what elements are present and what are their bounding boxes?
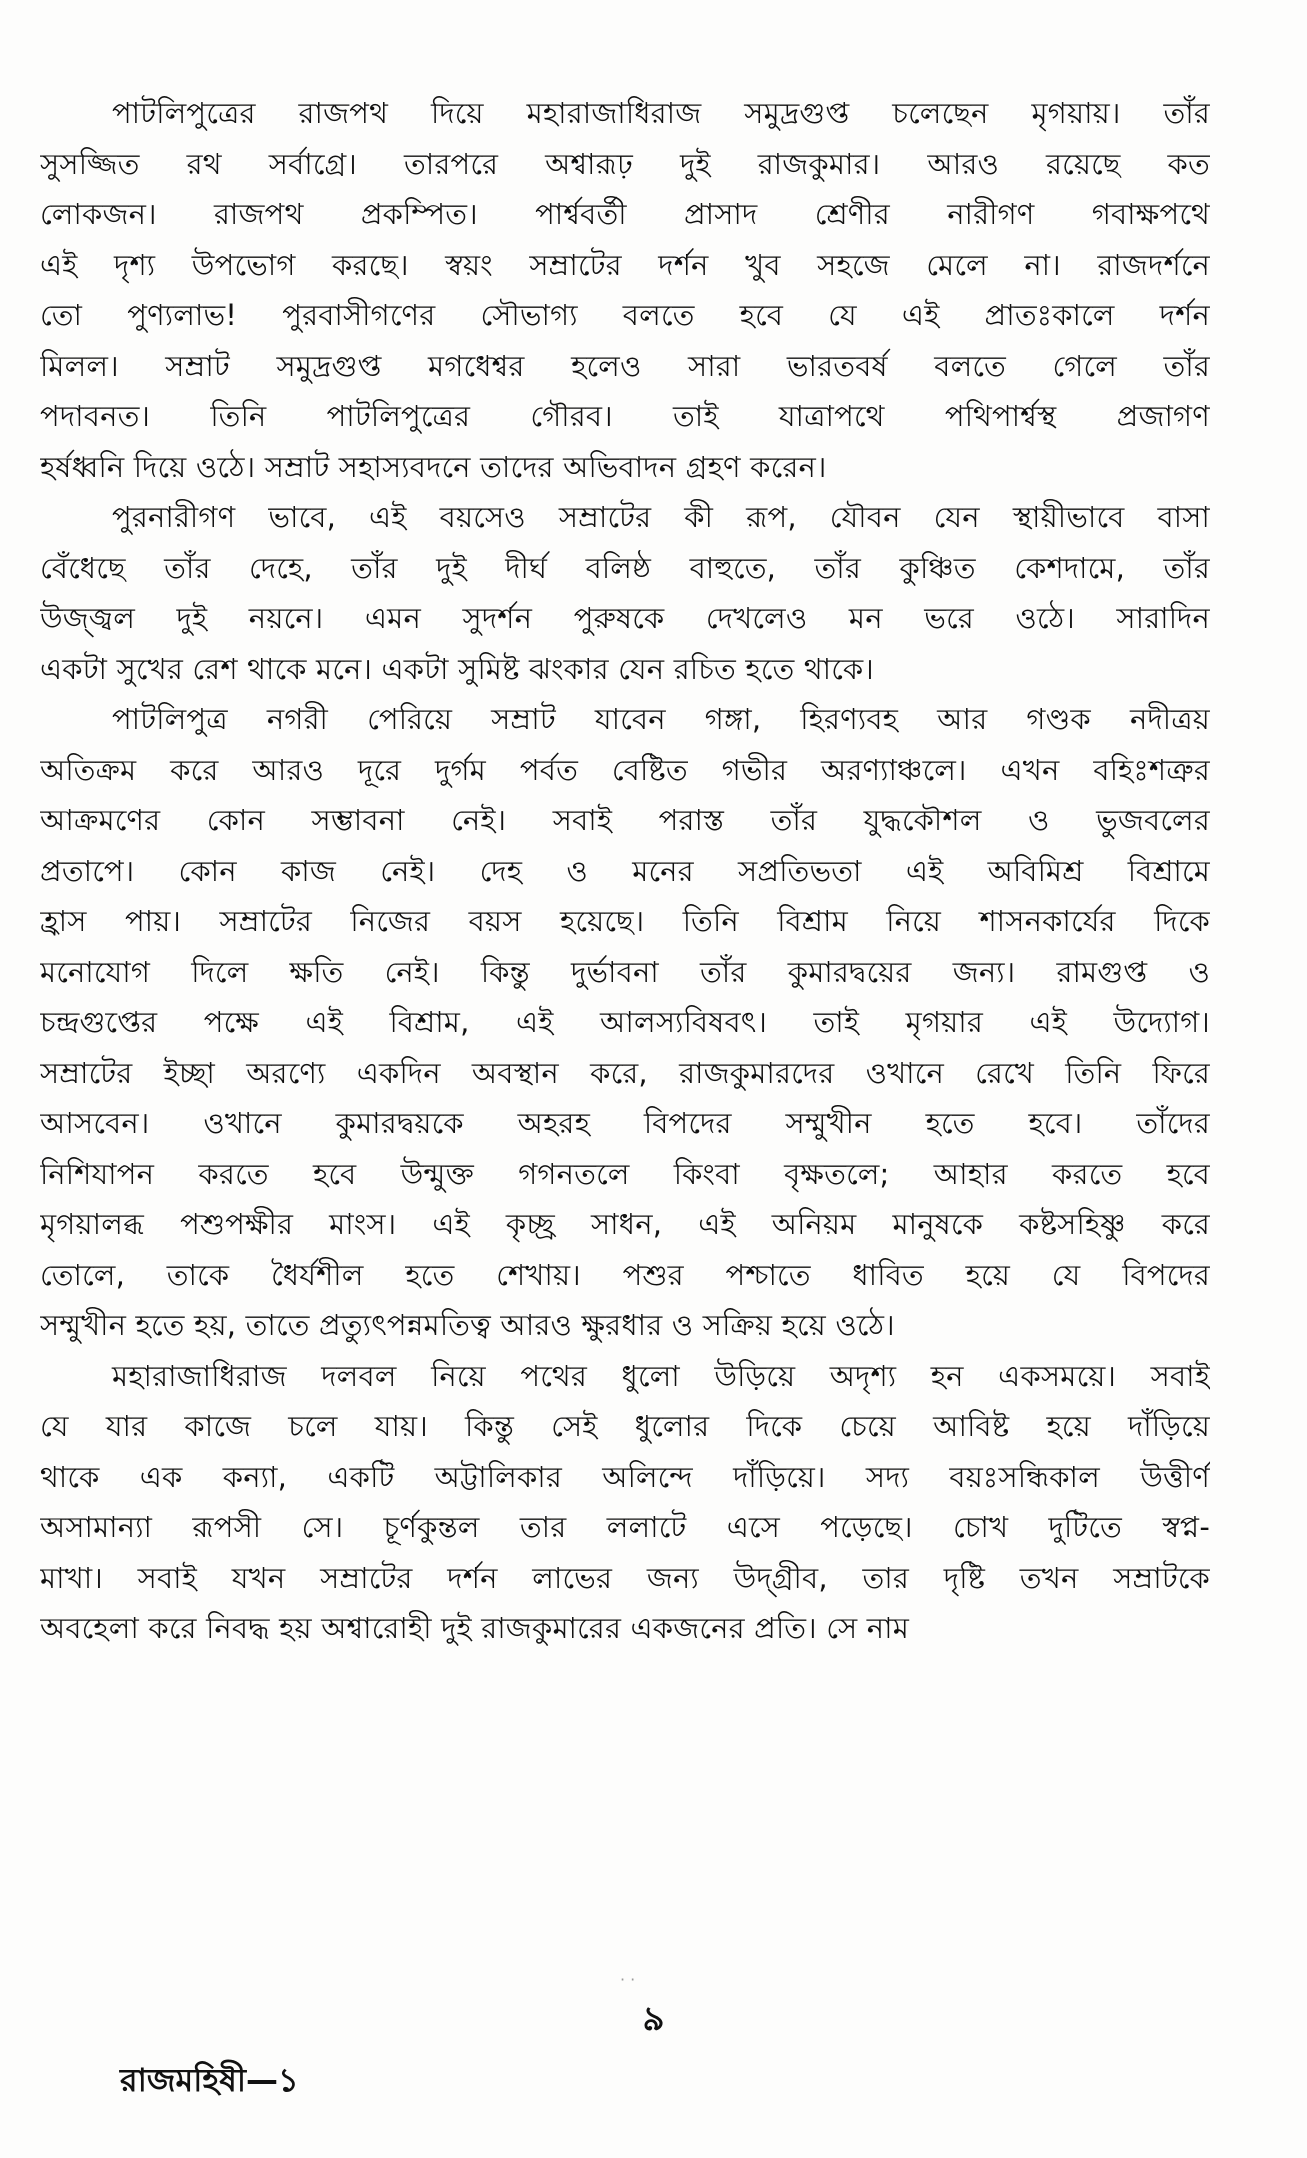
text-line: অতিক্রম করে আরও দূরে দুর্গম পর্বত বেষ্টিত গভীর অরণ্যাঞ্চলে। এখন বহিঃশত্রুর (40, 752, 1210, 787)
text-line: সম্রাটের ইচ্ছা অরণ্যে একদিন অবস্থান করে, রাজকুমারদের ওখানে রেখে তিনি ফিরে (40, 1055, 1210, 1090)
text-line: সম্মুখীন হতে হয়, তাতে প্রত্যুৎপন্নমতিত্ব আরও ক্ষুরধার ও সক্রিয় হয়ে ওঠে। (40, 1308, 895, 1342)
page-number: ৯ (642, 1999, 665, 2039)
text-line: বেঁধেছে তাঁর দেহে, তাঁর দুই দীর্ঘ বলিষ্ঠ বাহুতে, তাঁর কুঞ্চিত কেশদামে, তাঁর (40, 550, 1210, 585)
body-text (40, 88, 1210, 1654)
text-line: একটা সুখের রেশ থাকে মনে। একটা সুমিষ্ট ঝংকার যেন রচিত হতে থাকে। (40, 651, 874, 686)
text-line: মহারাজাধিরাজ দলবল নিয়ে পথের ধুলো উড়িয়ে অদৃশ্য হন একসময়ে। সবাই (112, 1358, 1210, 1393)
text-line: মনোযোগ দিলে ক্ষতি নেই। কিন্তু দুর্ভাবনা তাঁর কুমারদ্বয়ের জন্য। রামগুপ্ত ও (40, 954, 1210, 989)
text-line: পাটলিপুত্র নগরী পেরিয়ে সম্রাট যাবেন গঙ্গা, হিরণ্যবহ আর গণ্ডক নদীত্রয় (112, 702, 1210, 736)
text-line: এই দৃশ্য উপভোগ করছে। স্বয়ং সম্রাটের দর্শন খুব সহজে মেলে না। রাজদর্শনে (40, 247, 1210, 282)
text-line: পদাবনত। তিনি পাটলিপুত্রের গৌরব। তাই যাত্রাপথে পথিপার্শ্বস্থ প্রজাগণ (40, 399, 1210, 433)
text-line: হ্রাস পায়। সম্রাটের নিজের বয়স হয়েছে। তিনি বিশ্রাম নিয়ে শাসনকার্যের দিকে (40, 904, 1210, 938)
text-line: মাখা। সবাই যখন সম্রাটের দর্শন লাভের জন্য উদ্গ্রীব, তার দৃষ্টি তখন সম্রাটকে (40, 1560, 1210, 1595)
text-line: সুসজ্জিত রথ সর্বাগ্রে। তারপরে অশ্বারূঢ় দুই রাজকুমার। আরও রয়েছে কত (40, 146, 1210, 181)
text-line: চন্দ্রগুপ্তের পক্ষে এই বিশ্রাম, এই আলস্যবিষবৎ। তাই মৃগয়ার এই উদ্যোগ। (40, 1005, 1210, 1039)
text-line: প্রতাপে। কোন কাজ নেই। দেহ ও মনের সপ্রতিভতা এই অবিমিশ্র বিশ্রামে (40, 853, 1210, 888)
text-line: আসবেন। ওখানে কুমারদ্বয়কে অহরহ বিপদের সম্মুখীন হতে হবে। তাঁদের (40, 1106, 1210, 1140)
text-line: অবহেলা করে নিবদ্ধ হয় অশ্বারোহী দুই রাজকুমারের একজনের প্রতি। সে নাম (40, 1611, 910, 1645)
text-line: যে যার কাজে চলে যায়। কিন্তু সেই ধুলোর দিকে চেয়ে আবিষ্ট হয়ে দাঁড়িয়ে (40, 1409, 1210, 1443)
text-line: তো পুণ্যলাভ! পুরবাসীগণের সৌভাগ্য বলতে হবে যে এই প্রাতঃকালে দর্শন (40, 298, 1210, 332)
paragraph (40, 88, 1210, 492)
paragraph (40, 694, 1210, 1351)
text-line: থাকে এক কন্যা, একটি অট্টালিকার অলিন্দে দাঁড়িয়ে। সদ্য বয়ঃসন্ধিকাল উত্তীর্ণ (40, 1459, 1210, 1494)
text-line: হর্ষধ্বনি দিয়ে ওঠে। সম্রাট সহাস্যবদনে তাদের অভিবাদন গ্রহণ করেন। (40, 449, 827, 484)
text-line: মৃগয়ালব্ধ পশুপক্ষীর মাংস। এই কৃচ্ছ্র সাধন, এই অনিয়ম মানুষকে কষ্টসহিষ্ণু করে (40, 1207, 1210, 1241)
text-line: পুরনারীগণ ভাবে, এই বয়সেও সম্রাটের কী রূপ, যৌবন যেন স্থায়ীভাবে বাসা (112, 500, 1210, 534)
paragraph (40, 492, 1210, 694)
text-line: তোলে, তাকে ধৈর্যশীল হতে শেখায়। পশুর পশ্চাতে ধাবিত হয়ে যে বিপদের (40, 1257, 1210, 1292)
paragraph (40, 1351, 1210, 1654)
text-line: নিশিযাপন করতে হবে উন্মুক্ত গগনতলে কিংবা বৃক্ষতলে; আহার করতে হবে (40, 1156, 1210, 1191)
page-number-mark: · · (620, 1970, 636, 1989)
footer-signature: রাজমহিষী—১ (120, 2061, 299, 2099)
text-line: লোকজন। রাজপথ প্রকম্পিত। পার্শ্ববর্তী প্রাসাদ শ্রেণীর নারীগণ গবাক্ষপথে (40, 197, 1210, 231)
text-line: অসামান্যা রূপসী সে। চূর্ণকুন্তল তার ললাটে এসে পড়েছে। চোখ দুটিতে স্বপ্ন- (40, 1510, 1210, 1544)
text-line: আক্রমণের কোন সম্ভাবনা নেই। সবাই পরাস্ত তাঁর যুদ্ধকৌশল ও ভুজবলের (40, 803, 1210, 837)
text-line: উজ্জ্বল দুই নয়নে। এমন সুদর্শন পুরুষকে দেখলেও মন ভরে ওঠে। সারাদিন (40, 601, 1210, 635)
text-line: মিলল। সম্রাট সমুদ্রগুপ্ত মগধেশ্বর হলেও সারা ভারতবর্ষ বলতে গেলে তাঁর (40, 348, 1210, 383)
text-line: পাটলিপুত্রের রাজপথ দিয়ে মহারাজাধিরাজ সমুদ্রগুপ্ত চলেছেন মৃগয়ায়। তাঁর (112, 96, 1210, 130)
